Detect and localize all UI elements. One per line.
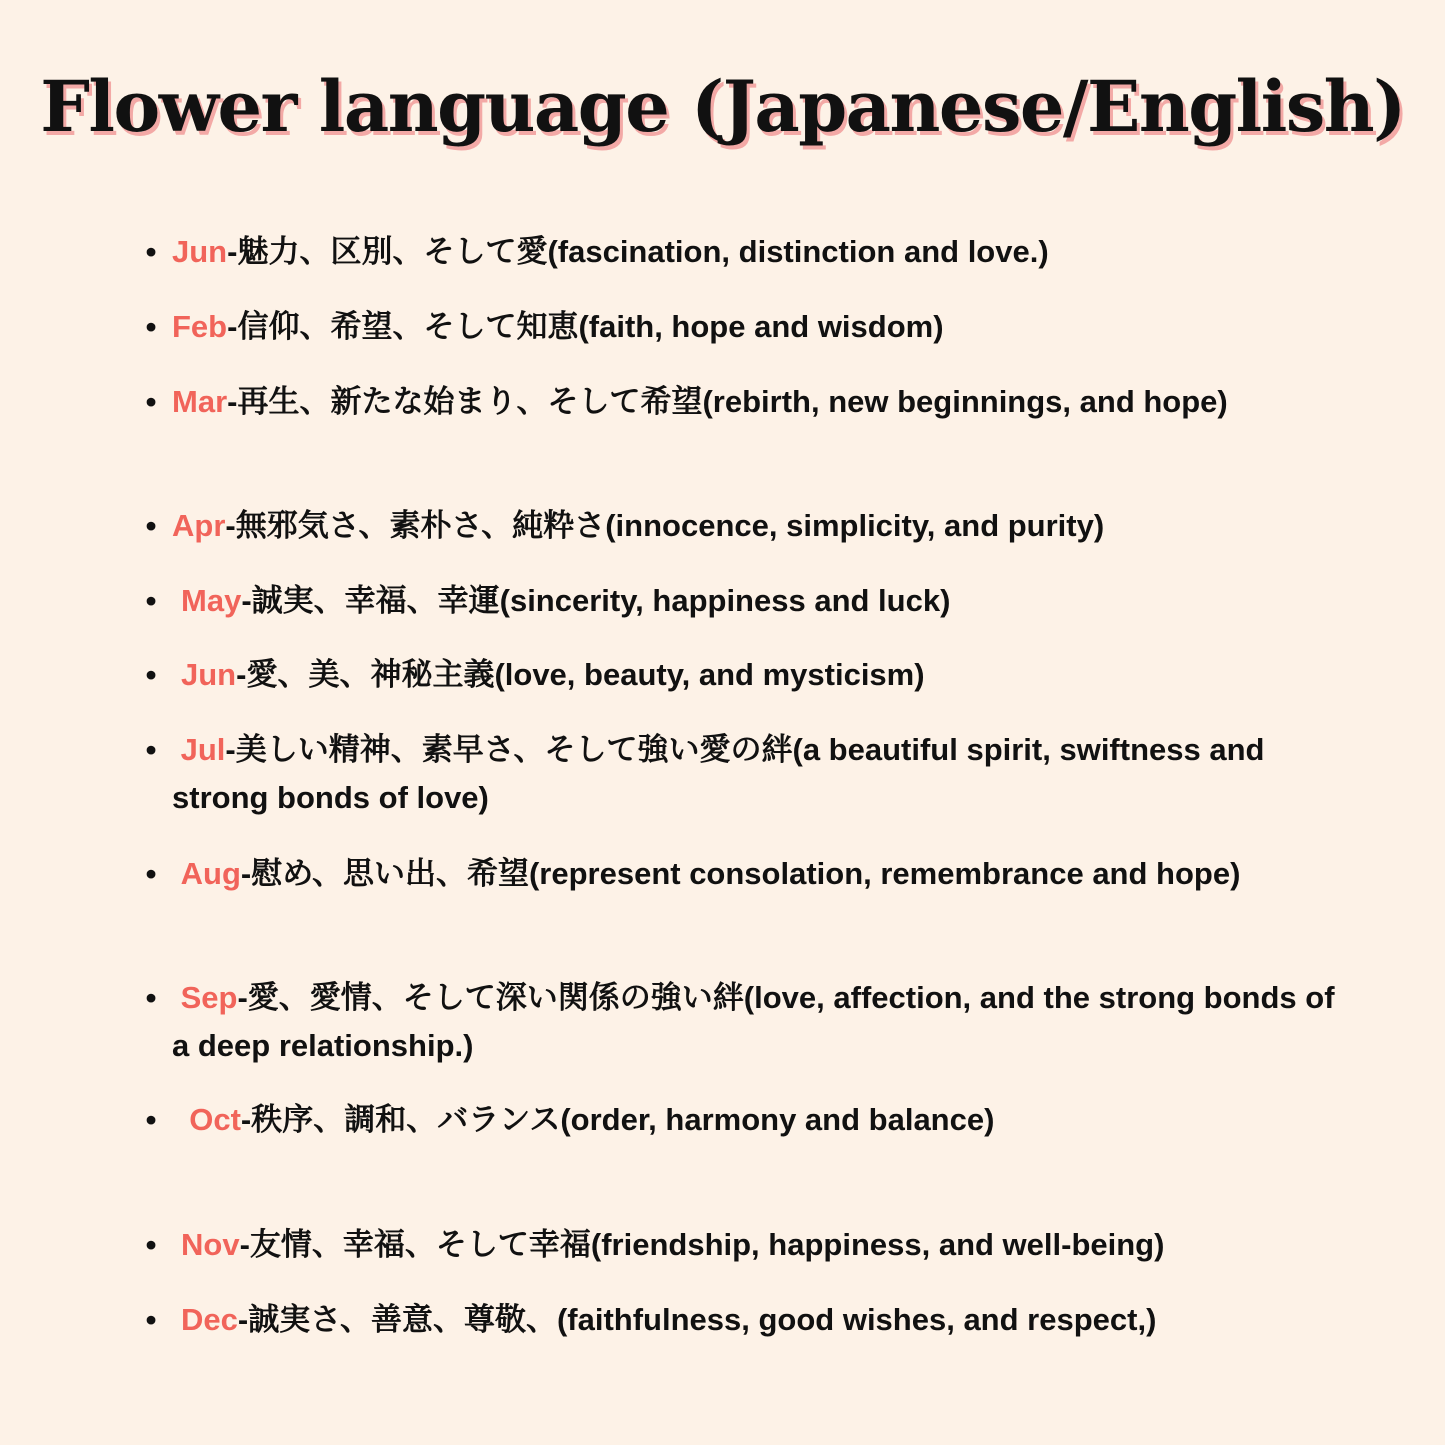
list-item-text bbox=[172, 1096, 1072, 1144]
bullet-icon: • bbox=[145, 1302, 157, 1337]
bullet-icon: • bbox=[145, 1227, 157, 1262]
bullet-icon: • bbox=[145, 234, 157, 269]
list-item-text bbox=[172, 228, 1337, 276]
meaning-text: -無邪気さ、素朴さ、純粋さ(innocence, simplicity, and purity) bbox=[225, 508, 1105, 543]
list-item-text bbox=[181, 1221, 1346, 1269]
meaning-text: -信仰、希望、そして知恵(faith, hope and wisdom) bbox=[227, 309, 944, 344]
month-label: Sep bbox=[180, 980, 238, 1015]
meaning-text: -秩序、調和、バランス(order, harmony and balance) bbox=[240, 1102, 995, 1137]
meaning-text: -愛、愛情、そして深い関係の強い絆(love, affection, and the strong bonds of a deep relationship.) bbox=[172, 980, 1335, 1063]
month-label: Jul bbox=[180, 732, 226, 767]
meaning-text: -誠実、幸福、幸運(sincerity, happiness and luck) bbox=[241, 583, 951, 618]
month-label: Jun bbox=[172, 234, 228, 269]
month-label: Feb bbox=[172, 309, 228, 344]
list-item-text bbox=[172, 974, 1337, 1070]
month-label: May bbox=[181, 583, 242, 618]
meaning-text: -再生、新たな始まり、そして希望(rebirth, new beginnings, and hope) bbox=[227, 384, 1228, 419]
bullet-icon: • bbox=[145, 1102, 157, 1137]
bullet-icon: • bbox=[145, 508, 157, 543]
meaning-text: -友情、幸福、そして幸福(friendship, happiness, and well-being) bbox=[239, 1227, 1165, 1262]
list-item-text bbox=[172, 303, 1337, 351]
bullet-icon: • bbox=[145, 309, 157, 344]
month-label: Oct bbox=[189, 1102, 241, 1137]
meaning-text: -美しい精神、素早さ、そして強い愛の絆(a beautiful spirit, swiftness and strong bonds of love) bbox=[172, 732, 1265, 815]
month-label: Apr bbox=[172, 508, 226, 543]
bullet-icon: • bbox=[145, 980, 157, 1015]
month-label: Nov bbox=[181, 1227, 240, 1262]
list-item-text bbox=[181, 651, 1346, 699]
list-item-text bbox=[172, 850, 1337, 898]
meaning-text: -愛、美、神秘主義(love, beauty, and mysticism) bbox=[236, 657, 925, 692]
list-item-text bbox=[172, 378, 1337, 426]
month-label: Jun bbox=[181, 657, 237, 692]
bullet-icon: • bbox=[145, 657, 157, 692]
bullet-icon: • bbox=[145, 732, 157, 767]
list-item-text bbox=[172, 726, 1337, 822]
meaning-text: -誠実さ、善意、尊敬、(faithfulness, good wishes, and respect,) bbox=[237, 1302, 1157, 1337]
list-item-text bbox=[172, 502, 1337, 550]
bullet-icon: • bbox=[145, 384, 157, 419]
month-label: Mar bbox=[172, 384, 228, 419]
page-title: Flower language (Japanese/English) bbox=[40, 65, 1405, 148]
month-label: Dec bbox=[181, 1302, 238, 1337]
bullet-icon: • bbox=[145, 856, 157, 891]
list-item-text bbox=[181, 1296, 1346, 1344]
meaning-text: -慰め、思い出、希望(represent consolation, remembrance and hope) bbox=[240, 856, 1241, 891]
bullet-icon: • bbox=[145, 583, 157, 618]
list-item-text bbox=[181, 577, 1346, 625]
month-label: Aug bbox=[180, 856, 241, 891]
meaning-text: -魅力、区別、そして愛(fascination, distinction and love.) bbox=[227, 234, 1049, 269]
